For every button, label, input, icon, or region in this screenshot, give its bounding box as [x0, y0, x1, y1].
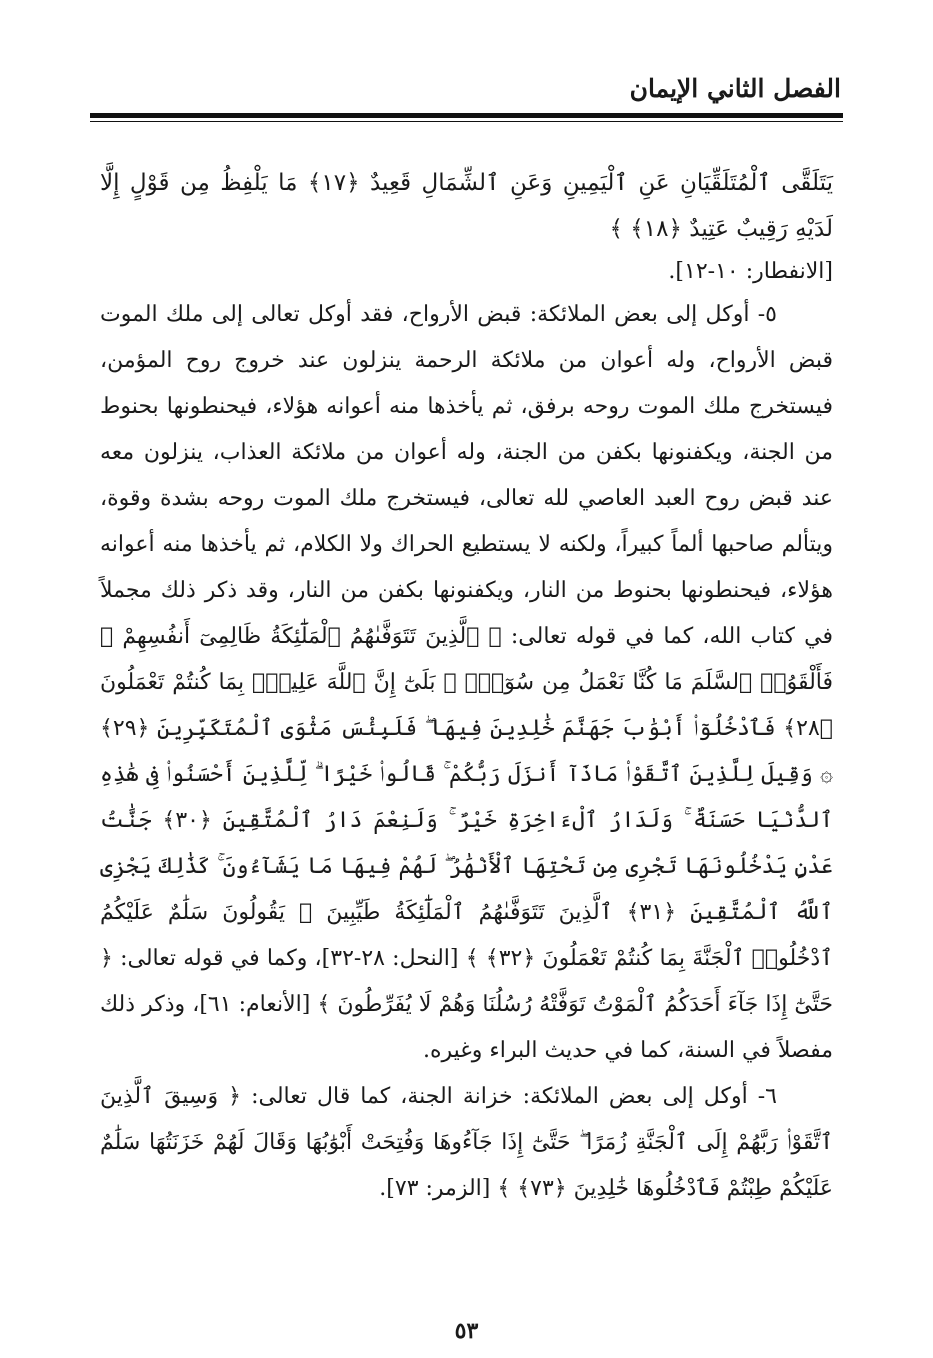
quran-verse-block: يَتَلَقَّى ٱلْمُتَلَقِّيَانِ عَنِ ٱلْيَمِينِ وَعَنِ ٱلشِّمَالِ قَعِيدٌ ﴿١٧﴾ مَا يَلْفِظُ مِن قَوْلٍ إِلَّا لَدَيْهِ رَقِيبٌ عَتِيدٌ ﴿١٨﴾ ﴾ — [100, 170, 833, 242]
verse-reference: [الانفطار: ١٠-١٢]. — [668, 259, 833, 284]
paragraph-5: ٥- أوكل إلى بعض الملائكة: قبض الأرواح، فقد أوكل تعالى إلى ملك الموت قبض الأرواح، وله أعوان من ملائكة الرحمة ينزلون عند خروج روح المؤمن، فيستخرج ملك الموت روحه برفق، ثم يأخذها منه أعوانه هؤلاء، فيحنطونها بحنوط من الجنة، ويكفنونها بكفن من الجنة، وله أعوان من ملائكة العذاب، ينزلون معه عند قبض روح العبد العاصي لله تعالى، فيستخرج ملك الموت روحه بشدة وقوة، ويتألم صاحبها ألماً كبيراً، ولكنه لا يستطيع الحراك ولا الكلام، ثم يأخذها منه أعوانه هؤلاء، فيحنطونها بحنوط من النار، ويكفنونها بكفن من النار، وقد ذكر ذلك مجملاً في كتاب الله، كما في قوله تعالى: ﴿ ٱلَّذِينَ تَتَوَفَّىٰهُمُ ٱلْمَلَٰٓئِكَةُ ظَالِمِىٓ أَنفُسِهِمْ ۖ فَأَلْقَوُا۟ ٱلسَّلَمَ مَا كُنَّا نَعْمَلُ مِن سُوٓءٍۭ ۚ بَلَىٰٓ إِنَّ ٱللَّهَ عَلِيمٌۢ بِمَا كُنتُمْ تَعْمَلُونَ ﴿٢٨﴾ فَٱدْخُلُوٓا۟ أَبْوَٰبَ جَهَنَّمَ خَٰلِدِينَ فِيهَا ۖ فَلَبِئْسَ مَثْوَى ٱلْمُتَكَبِّرِينَ ﴿٢٩﴾ ۞ وَقِيلَ لِلَّذِينَ ٱتَّقَوْا۟ مَاذَآ أَنزَلَ رَبُّكُمْ ۚ قَالُوا۟ خَيْرًا ۗ لِّلَّذِينَ أَحْسَنُوا۟ فِى هَٰذِهِ ٱلدُّنْيَا حَسَنَةٌ ۚ وَلَدَارُ ٱلْءَاخِرَةِ خَيْرٌ ۚ وَلَنِعْمَ دَارُ ٱلْمُتَّقِينَ ﴿٣٠﴾ جَنَّٰتُ عَدْنٍ يَدْخُلُونَهَا تَجْرِى مِن تَحْتِهَا ٱلْأَنْهَٰرُ ۖ لَهُمْ فِيهَا مَا يَشَآءُونَ ۚ كَذَٰلِكَ يَجْزِى ٱللَّهُ ٱلْمُتَّقِينَ ﴿٣١﴾ ٱلَّذِينَ تَتَوَفَّىٰهُمُ ٱلْمَلَٰٓئِكَةُ طَيِّبِينَ ۙ يَقُولُونَ سَلَٰمٌ عَلَيْكُمُ ٱدْخُلُوا۟ ٱلْجَنَّةَ بِمَا كُنتُمْ تَعْمَلُونَ ﴿٣٢﴾ ﴾ [النحل: ٢٨-٣٢]، وكما في قوله تعالى: ﴿ حَتَّىٰٓ إِذَا جَآءَ أَحَدَكُمُ ٱلْمَوْتُ تَوَفَّتْهُ رُسُلُنَا وَهُمْ لَا يُفَرِّطُونَ ﴾ [الأنعام: ٦١]، وذكر ذلك مفصلاً في السنة، كما في حديث البراء وغيره. — [100, 302, 834, 1063]
page-content — [100, 160, 833, 1212]
header-rule-thin — [90, 121, 843, 122]
paragraph-6: ٦- أوكل إلى بعض الملائكة: خزانة الجنة، كما قال تعالى: ﴿ وَسِيقَ ٱلَّذِينَ ٱتَّقَوْا۟ رَبَّهُمْ إِلَى ٱلْجَنَّةِ زُمَرًا ۖ حَتَّىٰٓ إِذَا جَآءُوهَا وَفُتِحَتْ أَبْوَٰبُهَا وَقَالَ لَهُمْ خَزَنَتُهَا سَلَٰمٌ عَلَيْكُمْ طِبْتُمْ فَٱدْخُلُوهَا خَٰلِدِينَ ﴿٧٣﴾ ﴾ [الزمر: ٧٣]. — [100, 1084, 833, 1201]
chapter-title: الفصل الثاني الإيمان — [629, 74, 841, 103]
header-rule-thick — [90, 113, 843, 118]
page-number: ٥٣ — [454, 1318, 479, 1344]
